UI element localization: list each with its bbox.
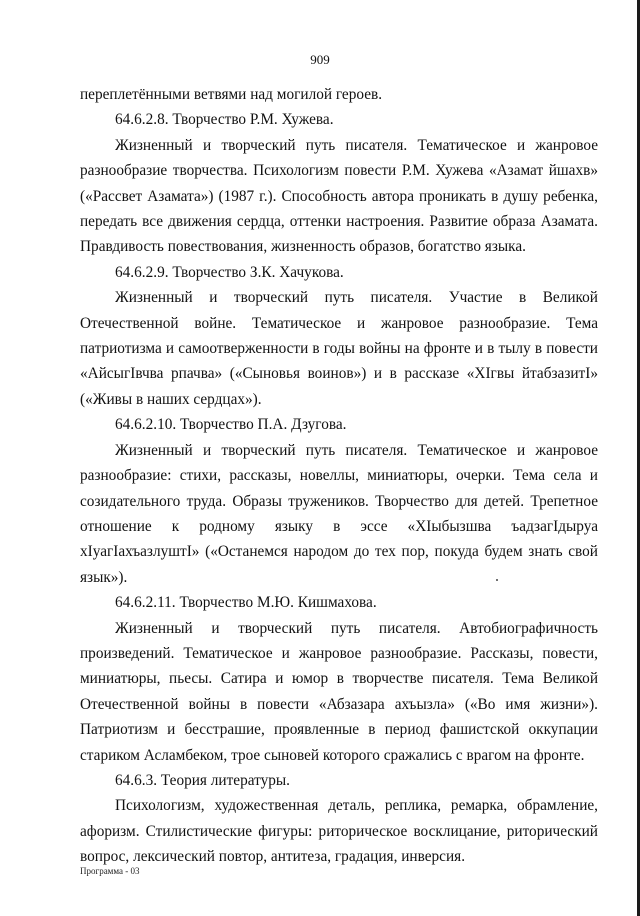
page-number: 909 xyxy=(310,52,330,67)
section-heading-dzugov: 64.6.2.10. Творчество П.А. Дзугова. xyxy=(115,416,347,434)
paragraph-khachukov: Жизненный и творческий путь писателя. Участие в Великой Отечественной войне. Тематическое и жанровое разнообразие. Тема патриотизма и самоотверженности в годы войны на фронте и в тылу в повести «АйсыгIвчва рпачва» («Сыновья воинов») и в рассказе «ХIгвы йтабзазитI» («Живы в наших сердцах»). xyxy=(80,289,598,408)
section-heading-khuzhev: 64.6.2.8. Творчество Р.М. Хужева. xyxy=(115,111,334,129)
document-body xyxy=(80,82,598,870)
paragraph-dzugov: Жизненный и творческий путь писателя. Тематическое и жанровое разнообразие: стихи, рассказы, новеллы, миниатюры, очерки. Тема села и созидательного труда. Образы тружеников. Творчество для детей. Трепетное отношение к родному языку в эссе «ХIыбызшва ъадзагIдыруа хIуагIахъазлуштI» («Останемся народом до тех пор, покуда будем знать свой язык»). xyxy=(80,441,598,586)
paragraph-continuation: переплетёнными ветвями над могилой героев. xyxy=(80,86,383,103)
footer-program-label: Программа - 03 xyxy=(80,866,140,876)
section-heading-literary-theory: 64.6.3. Теория литературы. xyxy=(115,771,291,789)
paragraph-khuzhev: Жизненный и творческий путь писателя. Тематическое и жанровое разнообразие творчества. Психологизм повести Р.М. Хужева «Азамат йшахв» («Рассвет Азамата») (1987 г.). Способность автора проникать в душу ребенка, передать все движения сердца, оттенки настроения. Развитие образа Азамата. Правдивость повествования, жизненность образов, богатство языка. xyxy=(80,136,598,256)
paragraph-literary-theory: Психологизм, художественная деталь, реплика, ремарка, обрамление, афоризм. Стилистические фигуры: риторическое восклицание, риторический вопрос, лексический повтор, антитеза, градация, инверсия. xyxy=(80,797,598,866)
paragraph-kishmakhov: Жизненный и творческий путь писателя. Автобиографичность произведений. Тематическое и жанровое разнообразие. Рассказы, повести, миниатюры, пьесы. Сатира и юмор в творчестве писателя. Тема Великой Отечественной войны в повести «Абзазара ахъызла» («Во имя жизни»). Патриотизм и бесстрашие, проявленные в период фашистской оккупации стариком Асламбеком, трое сыновей которого сражались с врагом на фронте. xyxy=(80,619,598,764)
section-heading-khachukov: 64.6.2.9. Творчество З.К. Хачукова. xyxy=(115,263,344,281)
scan-speck xyxy=(496,579,498,581)
section-heading-kishmakhov: 64.6.2.11. Творчество М.Ю. Кишмахова. xyxy=(115,594,377,612)
